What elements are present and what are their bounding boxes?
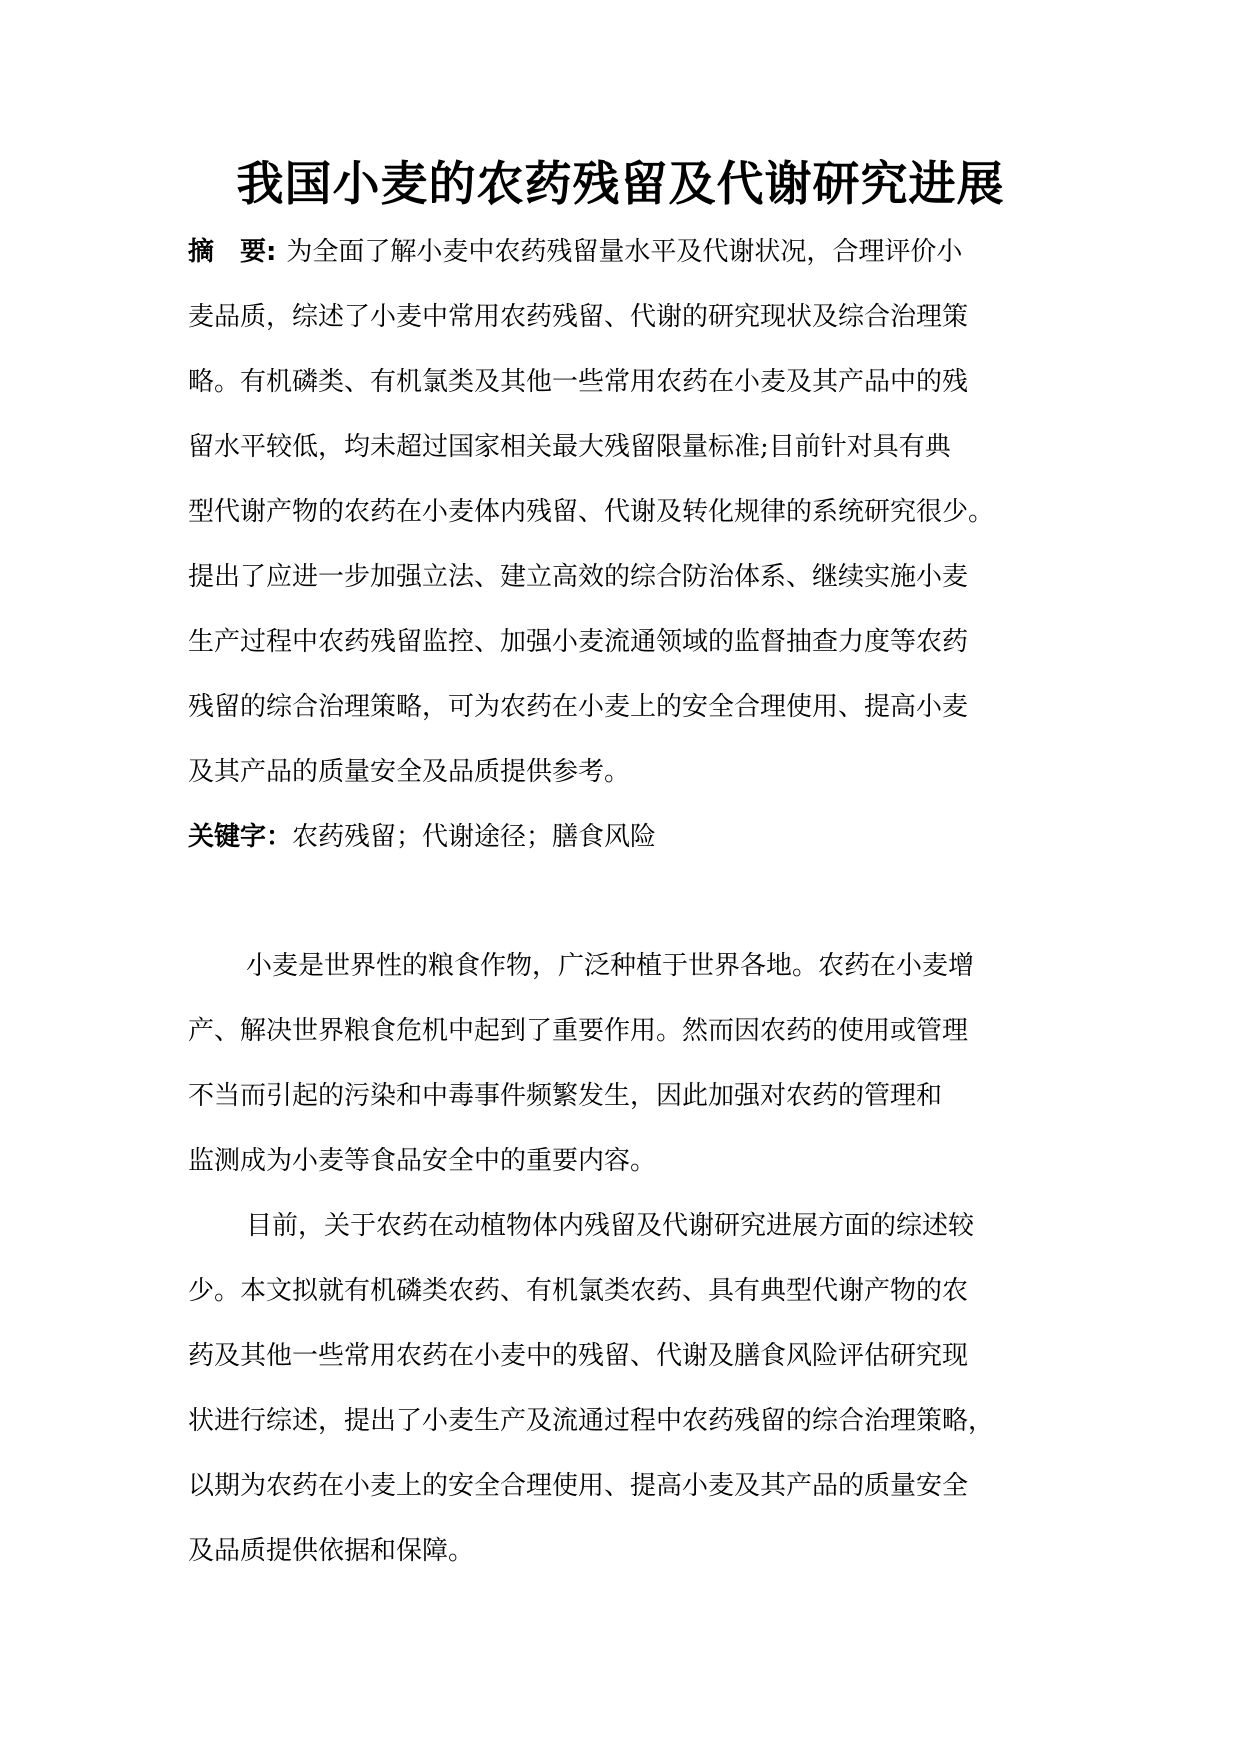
body-line: 监测成为小麦等食品安全中的重要内容。: [188, 1146, 657, 1176]
keywords-line: [188, 805, 1058, 870]
abstract-section: [188, 220, 1058, 870]
abstract-text: 为全面了解小麦中农药残留量水平及代谢状况，合理评价小: [286, 237, 963, 267]
abstract-line: 生产过程中农药残留监控、加强小麦流通领域的监督抽查力度等农药: [188, 627, 969, 657]
abstract-line: 麦品质，综述了小麦中常用农药残留、代谢的研究现状及综合治理策: [188, 302, 969, 332]
abstract-line: 提出了应进一步加强立法、建立高效的综合防治体系、继续实施小麦: [188, 562, 969, 592]
body-line: 少。本文拟就有机磷类农药、有机氯类农药、具有典型代谢产物的农: [188, 1276, 969, 1306]
body-line: 状进行综述，提出了小麦生产及流通过程中农药残留的综合治理策略，: [188, 1406, 995, 1436]
abstract-line: [188, 220, 1058, 285]
body-line: 以期为农药在小麦上的安全合理使用、提高小麦及其产品的质量安全: [188, 1471, 969, 1501]
body-section: [188, 933, 1058, 1583]
body-line: 药及其他一些常用农药在小麦中的残留、代谢及膳食风险评估研究现: [188, 1341, 969, 1371]
keywords-label: 关键字：: [188, 822, 293, 852]
body-line: 及品质提供依据和保障。: [188, 1536, 475, 1566]
abstract-line: 留水平较低，均未超过国家相关最大残留限量标准;目前针对具有典: [188, 432, 951, 462]
abstract-line: 型代谢产物的农药在小麦体内残留、代谢及转化规律的系统研究很少。: [188, 497, 995, 527]
keywords-text: 农药残留；代谢途径；膳食风险: [292, 822, 657, 852]
abstract-line: 残留的综合治理策略，可为农药在小麦上的安全合理使用、提高小麦: [188, 692, 969, 722]
abstract-label: 摘 要:: [188, 237, 277, 267]
body-line: 不当而引起的污染和中毒事件频繁发生，因此加强对农药的管理和: [188, 1081, 943, 1111]
body-line: 目前，关于农药在动植物体内残留及代谢研究进展方面的综述较: [246, 1211, 975, 1241]
abstract-line: 及其产品的质量安全及品质提供参考。: [188, 757, 631, 787]
body-line: 小麦是世界性的粮食作物，广泛种植于世界各地。农药在小麦增: [246, 951, 975, 981]
abstract-line: 略。有机磷类、有机氯类及其他一些常用农药在小麦及其产品中的残: [188, 367, 969, 397]
body-line: 产、解决世界粮食危机中起到了重要作用。然而因农药的使用或管理: [188, 1016, 969, 1046]
paper-title: 我国小麦的农药残留及代谢研究进展: [236, 157, 1005, 212]
